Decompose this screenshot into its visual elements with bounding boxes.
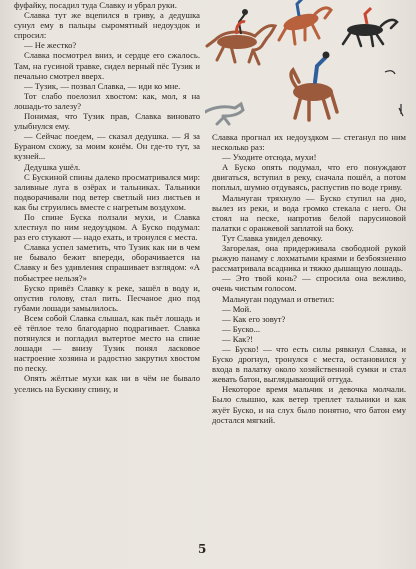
paragraph: Мальчуган подумал и ответил:: [222, 293, 335, 304]
paragraph: Дедушка ушёл.: [24, 161, 81, 172]
paragraph: — Не жестко?: [24, 40, 77, 51]
text-column-left: [14, 0, 200, 394]
paragraph: — Как его зовут?: [222, 313, 286, 324]
paragraph: фуфайку, посадил туда Славку и убрал руки.: [14, 0, 177, 10]
paragraph: По спине Буска ползали мухи, и Славка хлестнул по ним недоуздком. А Буско подумал: раз его стукают — надо ехать, и тронулся с места.: [14, 211, 200, 243]
paragraph: Тот слабо поелозил хвостом: как, мол, я на лошадь-то залезу?: [14, 90, 200, 111]
paragraph: Некоторое время мальчик и девочка молчали. Было слышно, как ветер треплет тальники и как жуёт Буско, и на слух было понятно, что батон ему достался мягкий.: [212, 384, 406, 425]
horse-riders-icon: [343, 8, 397, 46]
horse-riders-icon: [291, 52, 337, 121]
paragraph: А Буско опять подумал, что его понуждают двигаться, вступил в реку, сначала пошёл, а потом поплыл, шумно отдуваясь, распустив по воде гриву.: [212, 162, 406, 193]
paragraph: — Мой.: [222, 303, 252, 314]
text-column-right: [212, 132, 406, 425]
dog-icon: [205, 104, 243, 124]
paragraph: Буско привёз Славку к реке, зашёл в воду и, опустив голову, стал пить. Песчаное дно под губами лошади замылилось.: [14, 282, 200, 313]
paragraph: С Бускиной спины далеко просматривался мир: заливные луга в озёрах и тальниках. Тальники подворачивали под ветер светлый низ листьев и как бы струились вместе с нагретым воздухом.: [14, 171, 200, 212]
paragraph: — Как?!: [222, 333, 254, 344]
paragraph: Мальчуган тряхнуло — Буско ступил на дно, вылез из реки, и вода громко стекала с него. Он стоял на песке, напротив белой парусиновой палатки с оранжевой заплатой на боку.: [212, 192, 406, 233]
paragraph: — Это твой конь? — спросила она вежливо, очень чистым голосом.: [212, 273, 406, 294]
horse-riders-illustration: [205, 0, 416, 130]
paragraph: Опять жёлтые мухи как ни в чём не бывало уселись на Бускину спину, и: [14, 373, 200, 394]
paragraph: Тут Славка увидел девочку.: [222, 232, 323, 243]
paragraph: Славка посмотрел вниз, и сердце его сжалось. Там, на гусиной травке, сидел верный пёс Тузик и печально смотрел вверх.: [14, 50, 200, 81]
paragraph: — Буско...: [222, 323, 261, 334]
paragraph: — Сейчас поедем, — сказал дедушка. — Я за Бураном схожу, за моим конём. Он где-то тут, за кузней...: [14, 131, 200, 162]
paragraph: Загорелая, она придерживала свободной рукой рыжую панаму с лохматыми краями и безбоязненно рассматривала всадника и тяжко дышащую лошадь.: [212, 243, 406, 274]
paragraph: Всем собой Славка слышал, как пьёт лошадь и её тёплое тело благодарно подрагивает. Славка потянулся и погладил вытертое место на спине лошади — внизу Тузик понял ласковое настроение хозяина и радостно закрутил хвостом по песку.: [14, 312, 200, 374]
paragraph: — Уходите отсюда, мухи!: [222, 152, 317, 163]
paragraph: Понимая, что Тузик прав, Славка виновато улыбнулся ему.: [14, 111, 200, 132]
paragraph: — Тузик, — позвал Славка, — иди ко мне.: [24, 80, 181, 91]
horse-riders-icon: [279, 0, 331, 44]
horse-riders-icon: [207, 9, 275, 64]
paragraph: Славка прогнал их недоуздком — стеганул по ним несколько раз:: [212, 132, 406, 153]
paragraph: — Буско! — что есть силы рявкнул Славка, и Буско дрогнул, тронулся с места, остановился у входа в палатку около хозяйственной сумки и стал жевать батон, выглядывающий оттуда.: [212, 343, 406, 385]
paragraph: Славка тут же вцепился в гриву, а дедушка сунул ему в пальцы сыромятный недоуздок и спросил:: [14, 10, 200, 41]
page-number: 5: [198, 542, 207, 556]
paragraph: Славка успел заметить, что Тузик как ни в чем не бывало бежит впереди, оборачивается на Славку и без удивления спрашивает взглядом: «А побыстрее нельзя?»: [14, 242, 200, 283]
